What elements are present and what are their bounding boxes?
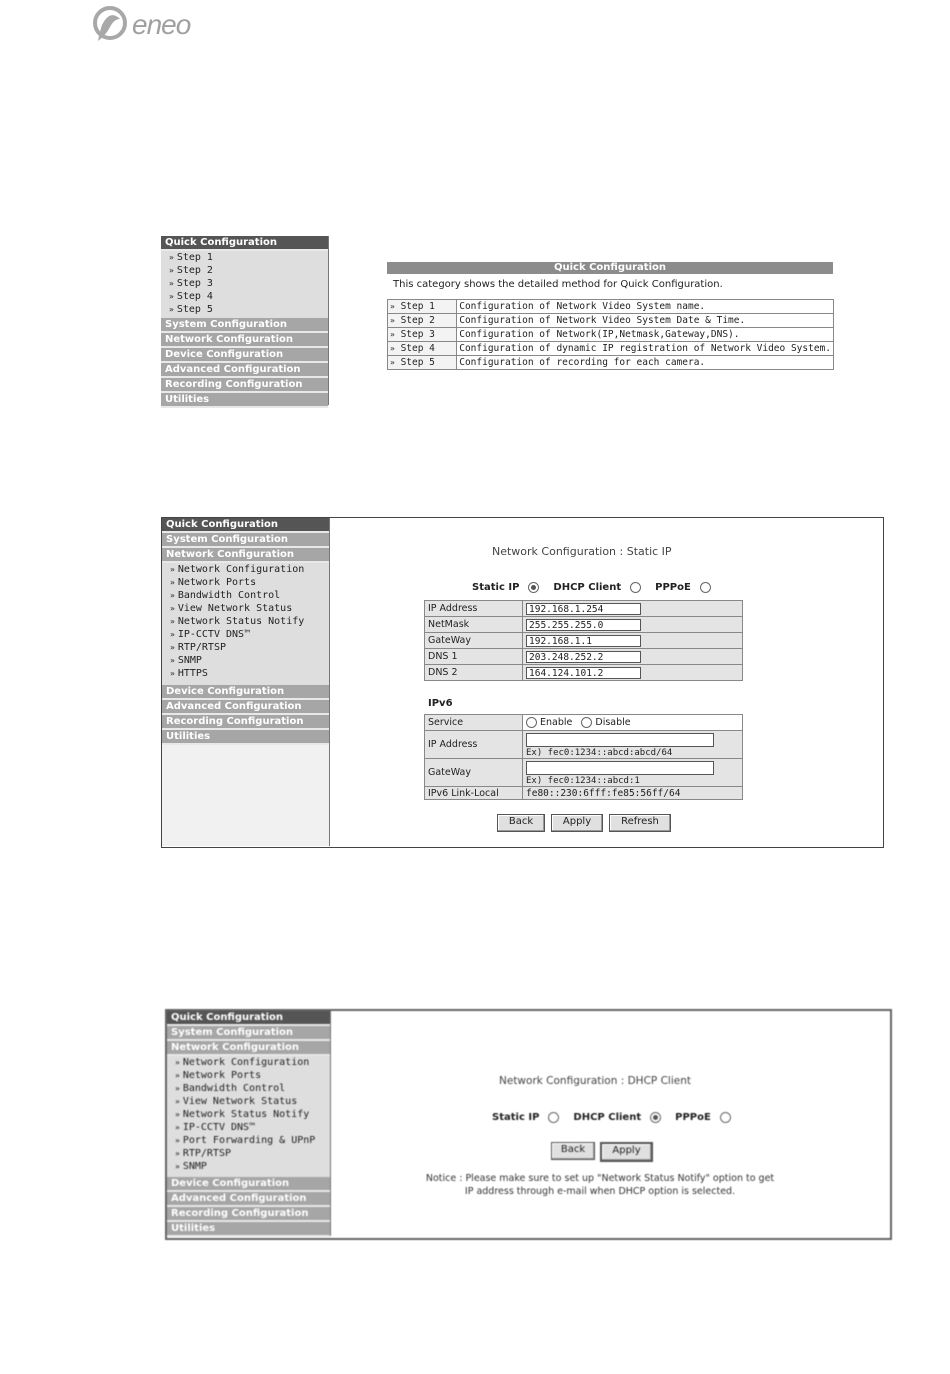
ipv6-gateway-input[interactable] [526,761,714,775]
step-cell[interactable]: » Step 4 [388,342,457,356]
menu-rtp-rtsp[interactable]: » RTP/RTSP [175,1148,231,1159]
menu-step-4[interactable]: » Step 4 [169,291,213,302]
menu-bandwidth-control[interactable]: » Bandwidth Control [170,590,281,601]
network-menu-dhcp [167,1011,331,1236]
menu-advanced-configuration[interactable]: Advanced Configuration [161,363,328,378]
step-desc: Configuration of recording for each camera. [457,356,834,370]
mode-static-label: Static IP [492,1112,540,1123]
menu-snmp[interactable]: » SNMP [170,655,202,666]
menu-quick-configuration[interactable]: Quick Configuration [162,518,329,533]
apply-button[interactable]: Apply [551,814,603,832]
menu-system-configuration[interactable]: System Configuration [162,533,329,548]
menu-system-configuration[interactable]: System Configuration [161,318,328,333]
ipv6-ip-example: Ex) fec0:1234::abcd:abcd/64 [526,747,673,758]
menu-step-5[interactable]: » Step 5 [169,304,213,315]
menu-https[interactable]: » HTTPS [170,668,208,679]
table-row[interactable] [388,300,834,314]
ipv6-heading: IPv6 [428,698,453,709]
menu-rtp-rtsp[interactable]: » RTP/RTSP [170,642,226,653]
dns1-input[interactable]: 203.248.252.2 [526,651,641,663]
menu-utilities[interactable]: Utilities [167,1222,330,1237]
menu-advanced-configuration[interactable]: Advanced Configuration [162,700,329,715]
mode-dhcp-label: DHCP Client [573,1112,642,1123]
menu-network-configuration-item[interactable]: » Network Configuration [170,564,305,575]
refresh-button[interactable]: Refresh [609,814,671,832]
mode-pppoe-label: PPPoE [655,582,691,593]
menu-step-3[interactable]: » Step 3 [169,278,213,289]
ipv6-address-input[interactable] [526,733,714,747]
quick-config-description: This category shows the detailed method for Quick Configuration. [393,279,723,290]
quick-config-title: Quick Configuration [387,262,833,274]
menu-quick-configuration[interactable]: Quick Configuration [161,236,328,251]
step-cell[interactable]: » Step 5 [388,356,457,370]
ipv6-disable-radio[interactable] [581,717,592,728]
static-ip-radio[interactable] [528,582,539,593]
ipv6-form [424,714,743,800]
mode-pppoe-label: PPPoE [675,1112,711,1123]
field-label: IPv6 Link-Local [425,787,523,800]
ipv6-enable-radio[interactable] [526,717,537,728]
netmask-input[interactable]: 255.255.255.0 [526,619,641,631]
dhcp-client-radio[interactable] [650,1112,661,1123]
mode-dhcp-label: DHCP Client [553,582,622,593]
pppoe-radio[interactable] [700,582,711,593]
menu-ip-cctv-dns[interactable]: » IP-CCTV DNS™ [170,629,251,640]
eneo-logo [92,4,190,46]
steps-table [387,299,834,370]
step-cell[interactable]: » Step 1 [388,300,457,314]
table-row[interactable] [388,314,834,328]
enable-label: Enable [540,717,573,728]
menu-utilities[interactable]: Utilities [162,730,329,745]
menu-network-status-notify[interactable]: » Network Status Notify [175,1109,310,1120]
menu-device-configuration[interactable]: Device Configuration [167,1177,330,1192]
menu-bandwidth-control[interactable]: » Bandwidth Control [175,1083,286,1094]
menu-network-configuration-item[interactable]: » Network Configuration [175,1057,310,1068]
field-label: GateWay [425,759,523,787]
menu-step-2[interactable]: » Step 2 [169,265,213,276]
dns2-input[interactable]: 164.124.101.2 [526,667,641,679]
menu-step-1[interactable]: » Step 1 [169,252,213,263]
field-label: DNS 1 [425,649,523,665]
ip-address-input[interactable]: 192.168.1.254 [526,603,641,615]
page-title: Network Configuration : Static IP [492,545,672,558]
table-row[interactable] [388,356,834,370]
menu-quick-configuration[interactable]: Quick Configuration [167,1011,330,1026]
static-ip-radio[interactable] [548,1112,559,1123]
network-menu [162,518,330,846]
field-label: GateWay [425,633,523,649]
disable-label: Disable [595,717,631,728]
menu-network-status-notify[interactable]: » Network Status Notify [170,616,305,627]
menu-device-configuration[interactable]: Device Configuration [162,685,329,700]
eneo-logo-icon [92,5,128,45]
dhcp-client-radio[interactable] [630,582,641,593]
menu-recording-configuration[interactable]: Recording Configuration [161,378,328,393]
field-label: IP Address [425,601,523,617]
menu-utilities[interactable]: Utilities [161,393,328,408]
field-label: DNS 2 [425,665,523,681]
gateway-input[interactable]: 192.168.1.1 [526,635,641,647]
field-label: NetMask [425,617,523,633]
step-cell[interactable]: » Step 3 [388,328,457,342]
step-desc: Configuration of Network Video System name. [457,300,834,314]
step-desc: Configuration of dynamic IP registration of Network Video System. [457,342,834,356]
ipv6-link-local-value: fe80::230:6fff:fe85:56ff/64 [523,787,743,800]
field-label: Service [425,715,523,731]
menu-system-configuration[interactable]: System Configuration [167,1026,330,1041]
menu-advanced-configuration[interactable]: Advanced Configuration [167,1192,330,1207]
menu-network-configuration[interactable]: Network Configuration [167,1041,330,1056]
menu-device-configuration[interactable]: Device Configuration [161,348,328,363]
field-label: IP Address [425,731,523,759]
notice-line-1: Notice : Please make sure to set up "Network Status Notify" option to get [425,1173,775,1184]
menu-view-network-status[interactable]: » View Network Status [170,603,293,614]
menu-view-network-status[interactable]: » View Network Status [175,1096,298,1107]
ipv4-form [424,600,743,681]
ipv6-gw-example: Ex) fec0:1234::abcd:1 [526,775,640,786]
page-title: Network Configuration : DHCP Client [499,1075,691,1087]
back-button[interactable]: Back [551,1142,595,1160]
mode-selector [472,582,719,593]
back-button[interactable]: Back [497,814,545,832]
table-row[interactable] [388,328,834,342]
quick-config-menu [161,236,329,405]
brand-name: eneo [132,9,191,40]
menu-recording-configuration[interactable]: Recording Configuration [162,715,329,730]
dhcp-notice [380,1172,820,1198]
menu-port-forwarding-upnp[interactable]: » Port Forwarding & UPnP [175,1135,316,1146]
menu-recording-configuration[interactable]: Recording Configuration [167,1207,330,1222]
mode-static-label: Static IP [472,582,520,593]
step-desc: Configuration of Network Video System Date & Time. [457,314,834,328]
menu-network-ports[interactable]: » Network Ports [170,577,257,588]
apply-button[interactable]: Apply [600,1142,653,1162]
mode-selector [492,1112,739,1123]
notice-line-2: IP address through e-mail when DHCP option is selected. [464,1186,736,1197]
table-row[interactable] [388,342,834,356]
menu-snmp[interactable]: » SNMP [175,1161,207,1172]
step-desc: Configuration of Network(IP,Netmask,Gateway,DNS). [457,328,834,342]
menu-network-ports[interactable]: » Network Ports [175,1070,262,1081]
menu-network-configuration[interactable]: Network Configuration [162,548,329,563]
menu-ip-cctv-dns[interactable]: » IP-CCTV DNS™ [175,1122,256,1133]
menu-network-configuration[interactable]: Network Configuration [161,333,328,348]
pppoe-radio[interactable] [720,1112,731,1123]
step-cell[interactable]: » Step 2 [388,314,457,328]
